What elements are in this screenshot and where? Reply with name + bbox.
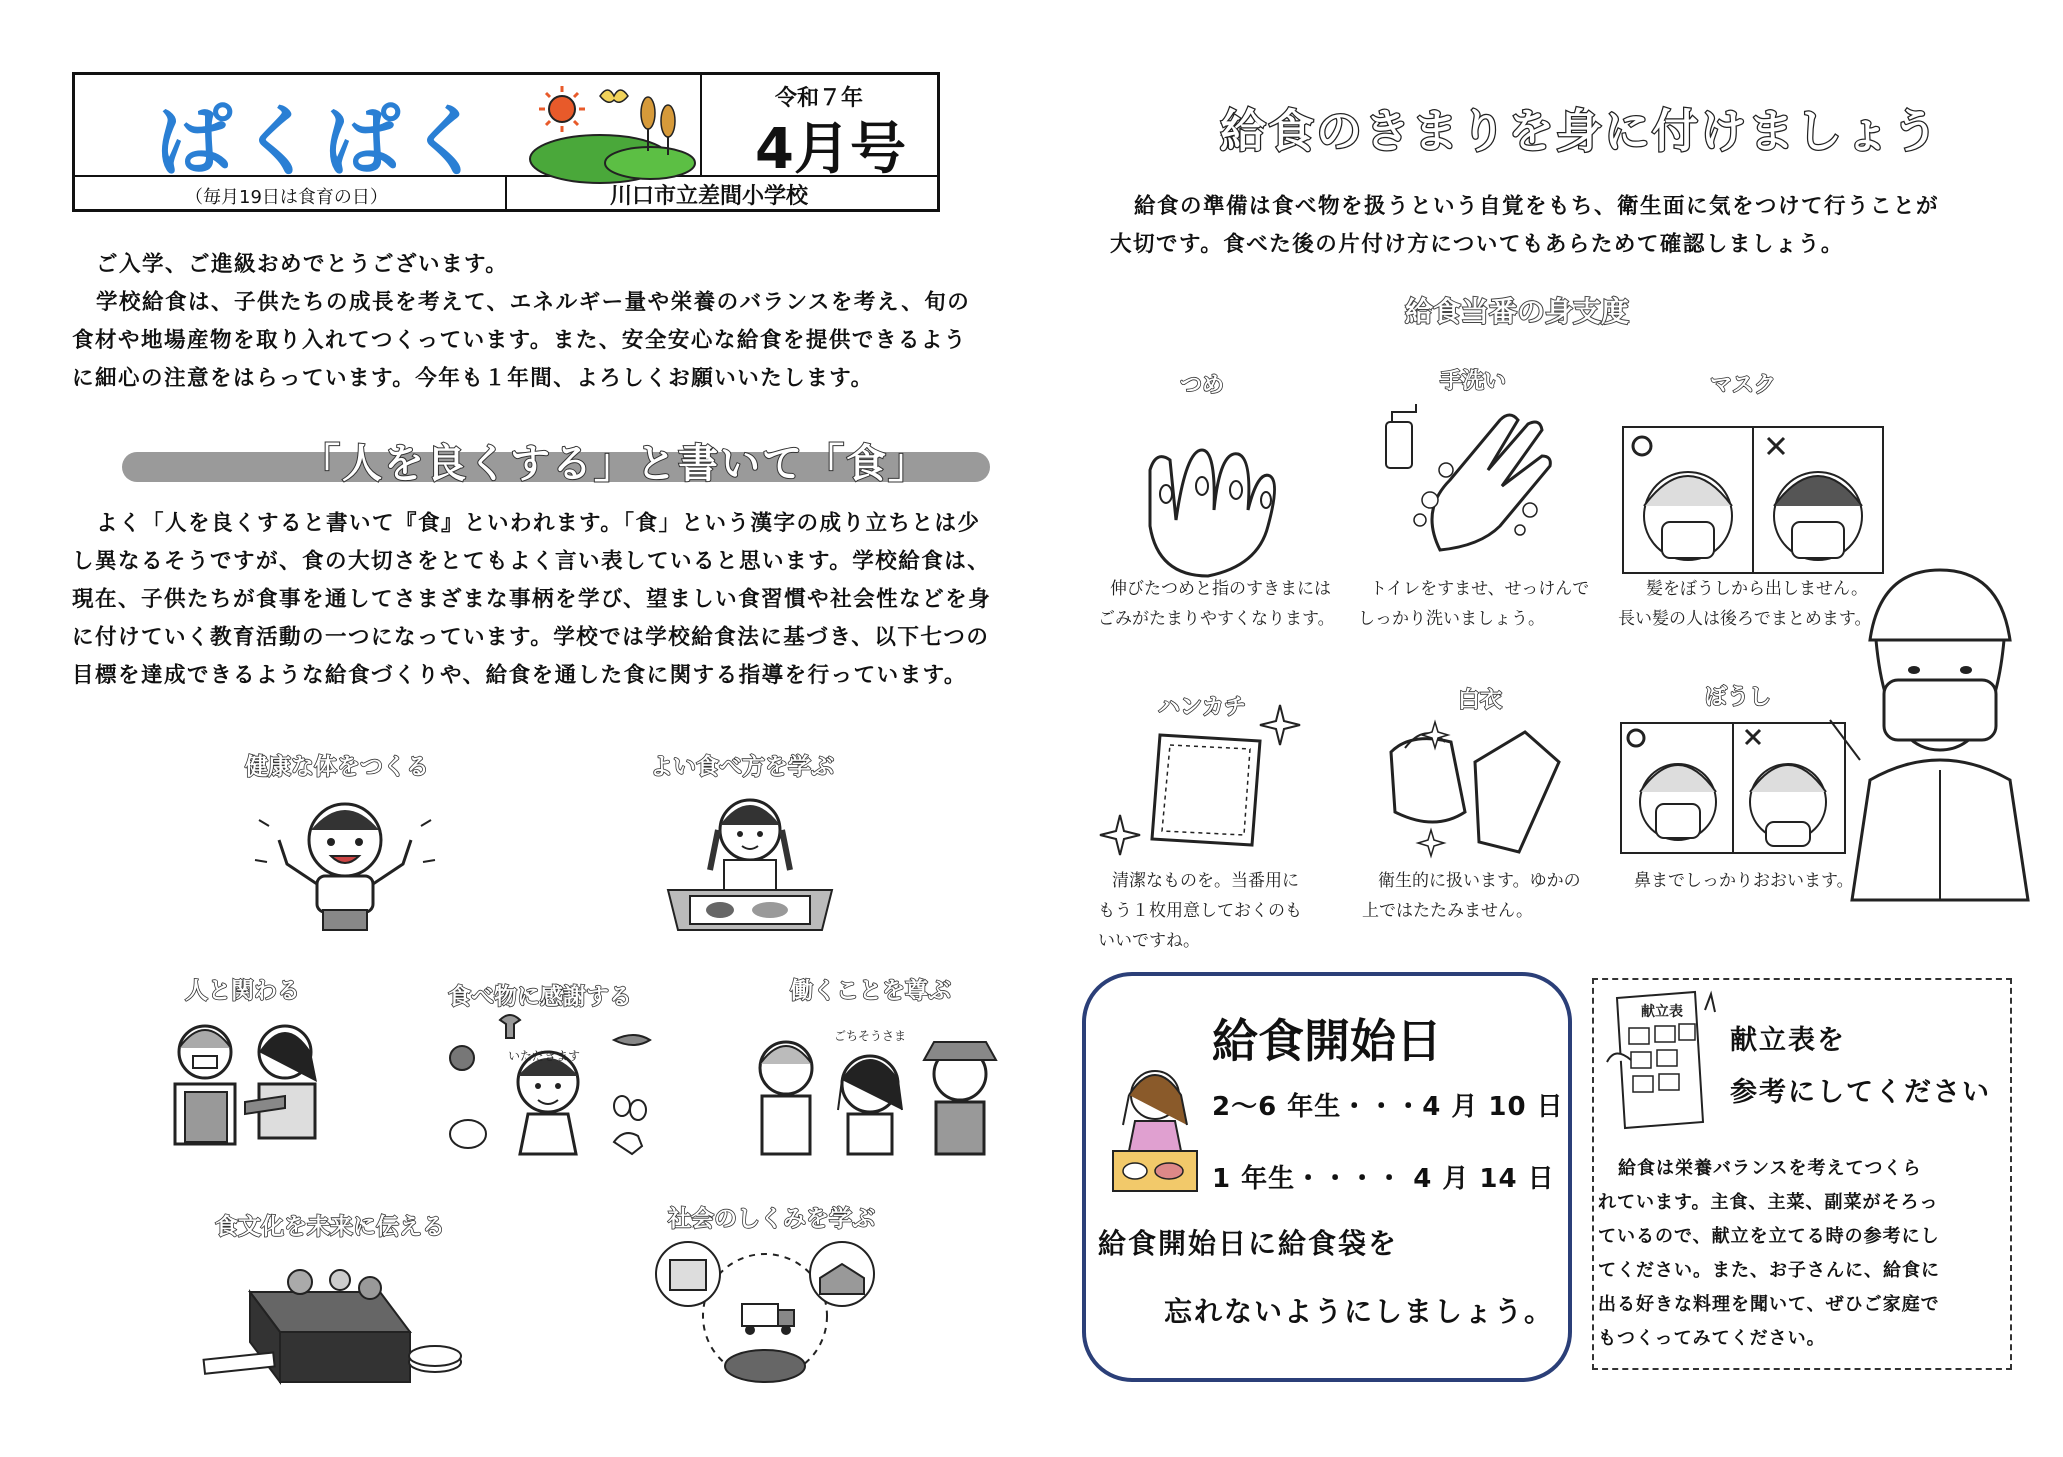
menu-paragraph [1598,1152,2008,1356]
menu-heading: 献立表を [1730,1025,1846,1056]
eating-child-illustration [660,790,840,935]
intro-line: 食材や地場産物を取り入れてつくっています。また、安全安心な給食を提供できるよう [72,328,967,353]
menu-heading: 参考にしてください [1730,1077,1991,1108]
newsletter-header [72,72,940,212]
intro-paragraph [72,246,1032,398]
section-line: に付けていく教育活動の一つになっています。学校では学校給食法に基づき、以下七つの [72,625,990,650]
newsletter-title: ぱくぱく [155,97,492,187]
caption-nails [1098,574,1335,634]
caption-line: ごみがたまりやすくなります。 [1098,609,1335,629]
start-date-grades-2-6: 2～6 年生・・・4 月 10 日 [1212,1092,1564,1122]
caption-line: しっかり洗いましょう。 [1358,609,1545,629]
goal-label: 食文化を未来に伝える [215,1214,445,1240]
menu-line: ているので、献立を立てる時の参考にし [1598,1226,1940,1247]
white-coat-illustration [1375,712,1565,872]
item-tag-cap: ぼうし [1705,685,1772,710]
nails-illustration [1130,430,1290,560]
issue-number: 4月号 [755,117,906,182]
goal-label: 食べ物に感謝する [448,984,632,1010]
header-divider [505,175,507,212]
menu-sheet-illustration [1605,988,1721,1138]
menu-line: てください。また、お子さんに、給食に [1598,1260,1940,1281]
goal-label: 働くことを尊ぶ [790,978,951,1004]
rules-title: 給食のきまりを身に付けましょう [1220,104,1940,158]
item-tag-mask: マスク [1710,373,1777,398]
caption-line: もう１枚用意しておくのも [1098,901,1302,921]
rules-intro-line: 大切です。食べた後の片付け方についてもあらためて確認しましょう。 [1110,232,1844,257]
caption-line: 清潔なものを。当番用に [1112,871,1299,891]
menu-line: 出る好きな料理を聞いて、ぜひご家庭で [1598,1294,1940,1315]
caption-line: 上ではたたみません。 [1362,901,1534,921]
caption-line: いいですね。 [1098,931,1200,951]
item-tag-handkerchief: ハンカチ [1158,695,1247,720]
menu-line: れています。主食、主菜、副菜がそろっ [1598,1192,1939,1213]
girl-with-tray-illustration [1105,1055,1205,1195]
intro-line: に細心の注意をはらっています。今年も１年間、よろしくお願いいたします。 [72,366,874,391]
caption-line: 長い髪の人は後ろでまとめます。 [1618,609,1872,629]
caption-handkerchief [1098,866,1302,956]
section-line: し異なるそうですが、食の大切さをとてもよく言い表していると思います。学校給食は、 [72,549,991,574]
rules-intro [1110,188,2010,264]
menu-line: 給食は栄養バランスを考えてつくら [1618,1158,1922,1179]
issue-era: 令和７年 [775,86,864,111]
society-illustration [650,1238,880,1388]
meal-bag-reminder: 給食開始日に給食袋を [1098,1227,1399,1260]
working-children-illustration [738,1018,1008,1158]
goal-label: よい食べ方を学ぶ [650,754,834,780]
meal-bag-reminder: 忘れないようにしましょう。 [1164,1295,1555,1328]
caption-line: 伸びたつめと指のすきまには [1110,579,1331,599]
handkerchief-illustration [1100,705,1300,865]
intro-line: ご入学、ご進級おめでとうございます。 [96,252,509,277]
menu-line: もつくってみてください。 [1598,1328,1826,1349]
section-line: 現在、子供たちが食事を通してさまざまな事柄を学び、望ましい食習慣や社会性などを身 [72,587,992,612]
cap-comparison-panel [1620,722,1846,854]
section-line: よく「人を良くすると書いて『食』といわれます。「食」という漢字の成り立ちとは少 [96,511,981,536]
caption-line: トイレをすませ、せっけんで [1370,579,1590,599]
gochisousama-text: ごちそうさま [834,1029,907,1043]
goal-label: 人と関わる [185,978,300,1004]
section-paragraph [72,505,1052,695]
caption-mask [1618,574,1871,634]
handwash-illustration [1380,400,1550,570]
duty-attire-heading: 給食当番の身支度 [1405,295,1630,328]
cooperating-children-illustration [155,1012,335,1152]
section-line: 目標を達成できるような給食づくりや、給食を通した食に関する指導を行っています。 [72,663,967,688]
goal-label: 健康な体をつくる [245,754,429,780]
itadakimasu-text: いただきます [508,1049,581,1063]
item-tag-handwash: 手洗い [1440,369,1507,394]
header-divider [700,75,702,175]
item-tag-nails: つめ [1180,373,1225,398]
food-culture-illustration [200,1252,460,1392]
food-day-note: （毎月19日は食育の日） [185,187,388,208]
landscape-illustration [520,81,695,171]
section-heading: 「人を良くする」と書いて「食」 [300,441,930,487]
healthy-child-illustration [245,790,445,940]
caption-line: 髪をぼうしから出しません。 [1646,579,1869,599]
menu-sheet-label: 献立表 [1641,1004,1683,1020]
caption-handwash [1358,574,1589,634]
caption-white-coat [1362,866,1581,926]
gratitude-illustration [438,1010,658,1160]
meal-start-title: 給食開始日 [1212,1014,1442,1068]
caption-line: 鼻までしっかりおおいます。 [1634,871,1854,891]
mask-comparison-panel [1622,426,1884,574]
caption-cap [1634,866,1854,896]
start-date-grade-1: 1 年生・・・・ 4 月 14 日 [1212,1164,1555,1194]
intro-line: 学校給食は、子供たちの成長を考えて、エネルギー量や栄養のバランスを考え、旬の [96,290,971,315]
rules-intro-line: 給食の準備は食べ物を扱うという自覚をもち、衛生面に気をつけて行うことが [1134,194,1940,219]
school-name: 川口市立差間小学校 [610,184,809,209]
item-tag-white-coat: 白衣 [1458,688,1503,713]
chef-illustration [1840,570,2030,910]
caption-line: 衛生的に扱います。ゆかの [1378,871,1581,891]
goal-label: 社会のしくみを学ぶ [668,1206,875,1232]
